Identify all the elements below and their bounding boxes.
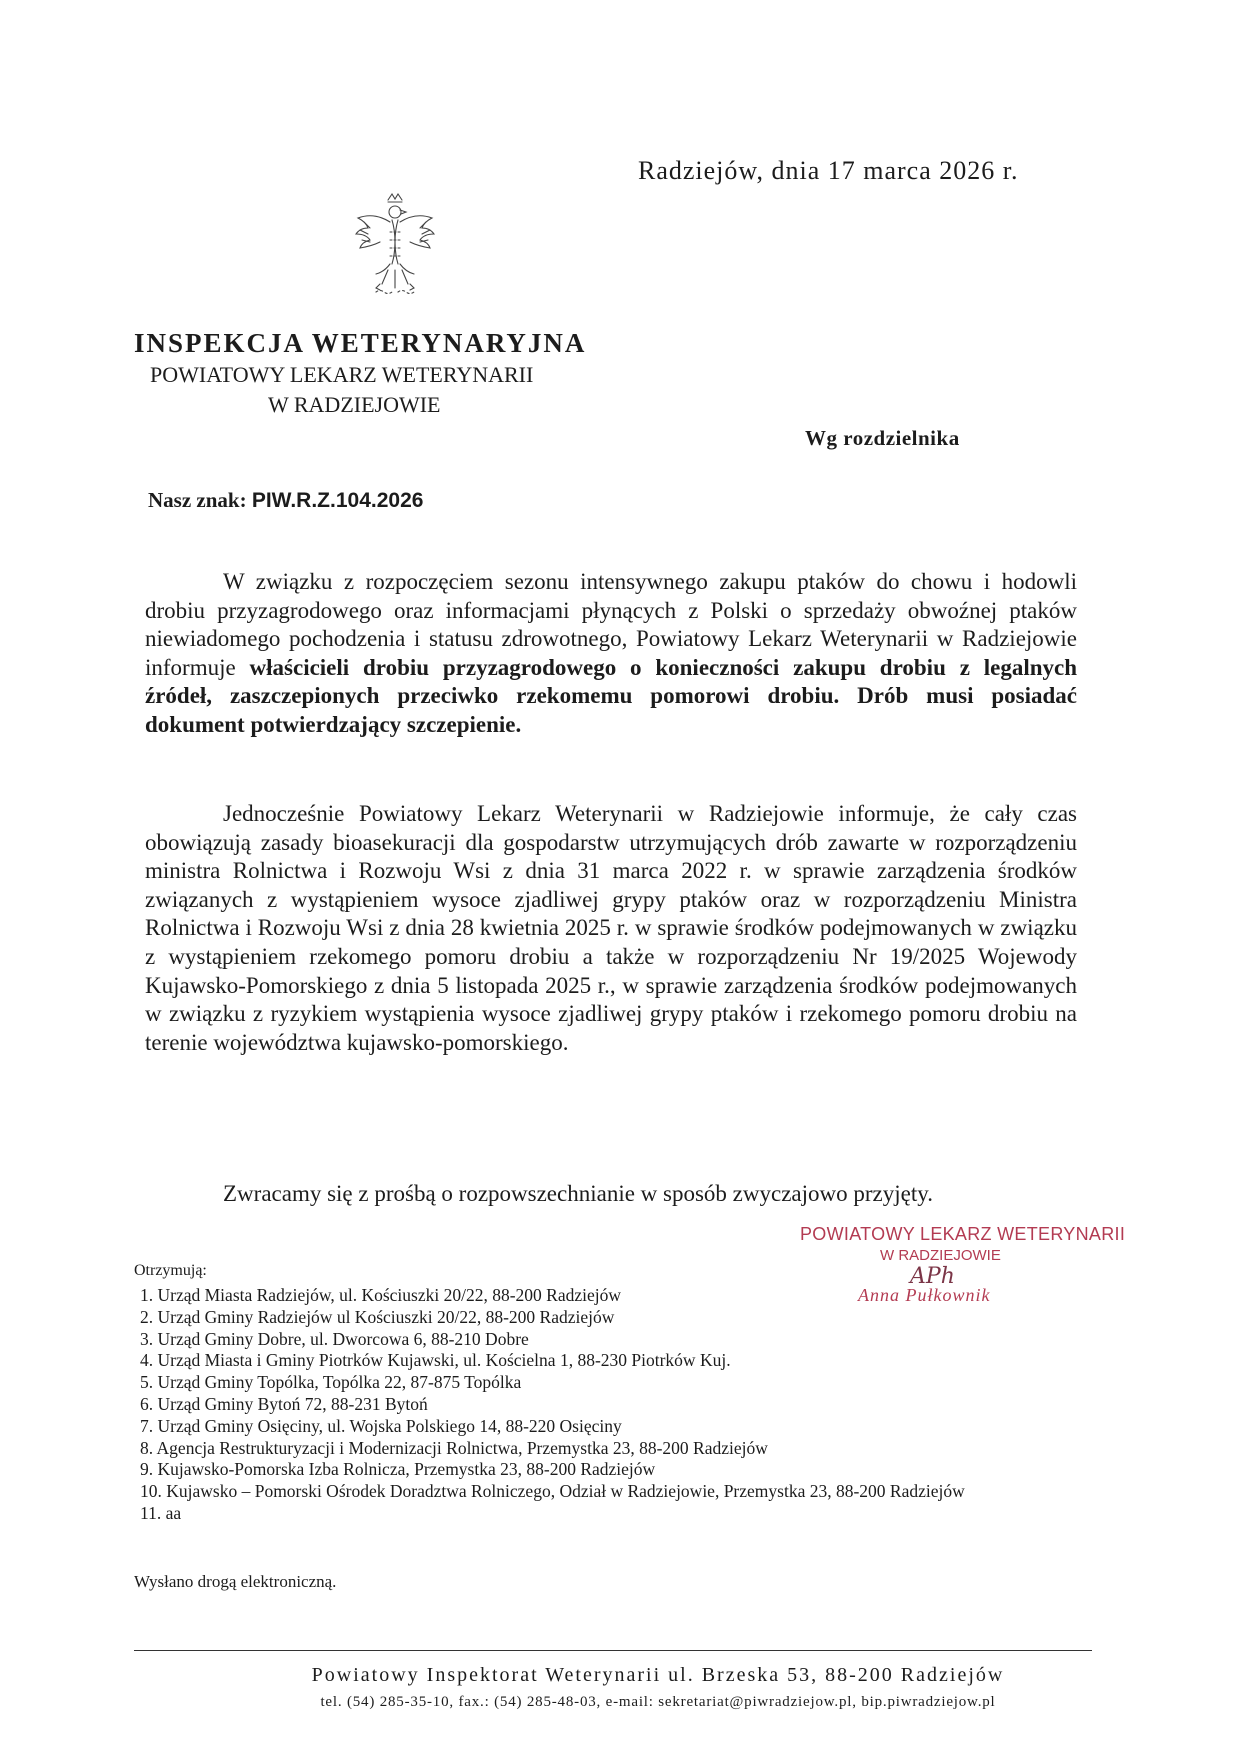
recipients-list — [134, 1285, 1054, 1525]
reference-number — [148, 488, 423, 513]
list-item: 1. Urząd Miasta Radziejów, ul. Kościuszki 20/22, 88-200 Radziejów — [140, 1285, 621, 1305]
paragraph-2: Jednocześnie Powiatowy Lekarz Weterynarii w Radziejowie informuje, że cały czas obowiązują zasady bioasekuracji dla gospodarstw utrzymujących drób zawarte w rozporządzeniu ministra Rolnictwa i Rozwoju Wsi z dnia 31 marca 2022 r. w sprawie zarządzenia środków związanych z wystąpieniem wysoce zjadliwej grypy ptaków oraz w rozporządzeniu Ministra Rolnictwa i Rozwoju Wsi z dnia 28 kwietnia 2025 r. w sprawie środków podejmowanych w związku z wystąpieniem rzekomego pomoru drobiu a także w rozporządzeniu Nr 19/2025 Wojewody Kujawsko-Pomorskiego z dnia 5 listopada 2025 r., w sprawie zarządzenia środków podejmowanych w związku z ryzykiem wystąpienia wysoce zjadliwej grypy ptaków i rzekomego pomoru drobiu na terenie województwa kujawsko-pomorskiego. — [145, 801, 1077, 1055]
addressee: Wg rozdzielnika — [805, 426, 960, 450]
signature: APh — [910, 1264, 955, 1289]
polish-eagle-emblem-icon — [350, 192, 440, 300]
list-item: 6. Urząd Gminy Bytoń 72, 88-231 Bytoń — [140, 1393, 428, 1414]
list-item: 10. Kujawsko – Pomorski Ośrodek Doradztwa Rolniczego, Odział w Radziejowie, Przemystka 23, 88-200 Radziejów — [140, 1481, 965, 1502]
paragraph-1-text: W związku z rozpoczęciem sezonu intensywnego zakupu ptaków do chowu i hodowli drobiu przyzagrodowego oraz informacjami płynących z Polski o sprzedaży obwoźnej ptaków niewiadomego pochodzenia i statusu zdrowotnego, Powiatowy Lekarz Weterynarii w Radziejowie informuje — [145, 569, 1077, 680]
reference-label: Nasz znak: — [148, 488, 252, 512]
stamp-location: W RADZIEJOWIE — [880, 1247, 1001, 1264]
footer-contact: tel. (54) 285-35-10, fax.: (54) 285-48-03, e-mail: sekretariat@piwradziejow.pl, bip.piwradziejow.pl — [320, 1694, 996, 1710]
list-item: 3. Urząd Gminy Dobre, ul. Dworcowa 6, 88-210 Dobre — [140, 1328, 529, 1349]
organization-name: INSPEKCJA WETERYNARYJNA — [134, 328, 587, 358]
document-date: Radziejów, dnia 17 marca 2026 r. — [638, 156, 1019, 185]
list-item: 4. Urząd Miasta i Gminy Piotrków Kujawski, ul. Kościelna 1, 88-230 Piotrków Kuj. — [140, 1350, 731, 1371]
list-item: 9. Kujawsko-Pomorska Izba Rolnicza, Przemystka 23, 88-200 Radziejów — [140, 1459, 656, 1480]
list-item: 7. Urząd Gminy Osięciny, ul. Wojska Polskiego 14, 88-220 Osięciny — [140, 1415, 622, 1436]
stamp-title: POWIATOWY LEKARZ WETERYNARII — [800, 1224, 1126, 1244]
organization-subtitle: POWIATOWY LEKARZ WETERYNARII — [150, 362, 534, 387]
paragraph-1 — [145, 568, 1077, 740]
paragraph-3: Zwracamy się z prośbą o rozpowszechnianie w sposób zwyczajowo przyjęty. — [223, 1181, 933, 1206]
list-item: 5. Urząd Gminy Topólka, Topólka 22, 87-875 Topólka — [140, 1372, 522, 1393]
list-item: 11. aa — [140, 1502, 182, 1523]
delivery-note: Wysłano drogą elektroniczną. — [134, 1572, 337, 1591]
signatory-name: Anna Pułkownik — [858, 1285, 991, 1305]
list-item: 8. Agencja Restrukturyzacji i Modernizacji Rolnictwa, Przemystka 23, 88-200 Radziejów — [140, 1437, 768, 1458]
organization-location: W RADZIEJOWIE — [268, 392, 441, 417]
paragraph-1-bold: właścicieli drobiu przyzagrodowego o konieczności zakupu drobiu z legalnych źródeł, zaszczepionych przeciwko rzekomemu pomorowi drobiu. Drób musi posiadać dokument potwierdzający szczepienie. — [145, 654, 1078, 737]
recipients-title: Otrzymują: — [134, 1262, 207, 1279]
footer-divider — [134, 1650, 1092, 1651]
list-item: 2. Urząd Gminy Radziejów ul Kościuszki 20/22, 88-200 Radziejów — [140, 1306, 615, 1327]
footer-address: Powiatowy Inspektorat Weterynarii ul. Brzeska 53, 88-200 Radziejów — [311, 1664, 1005, 1686]
reference-value: PIW.R.Z.104.2026 — [251, 489, 424, 512]
